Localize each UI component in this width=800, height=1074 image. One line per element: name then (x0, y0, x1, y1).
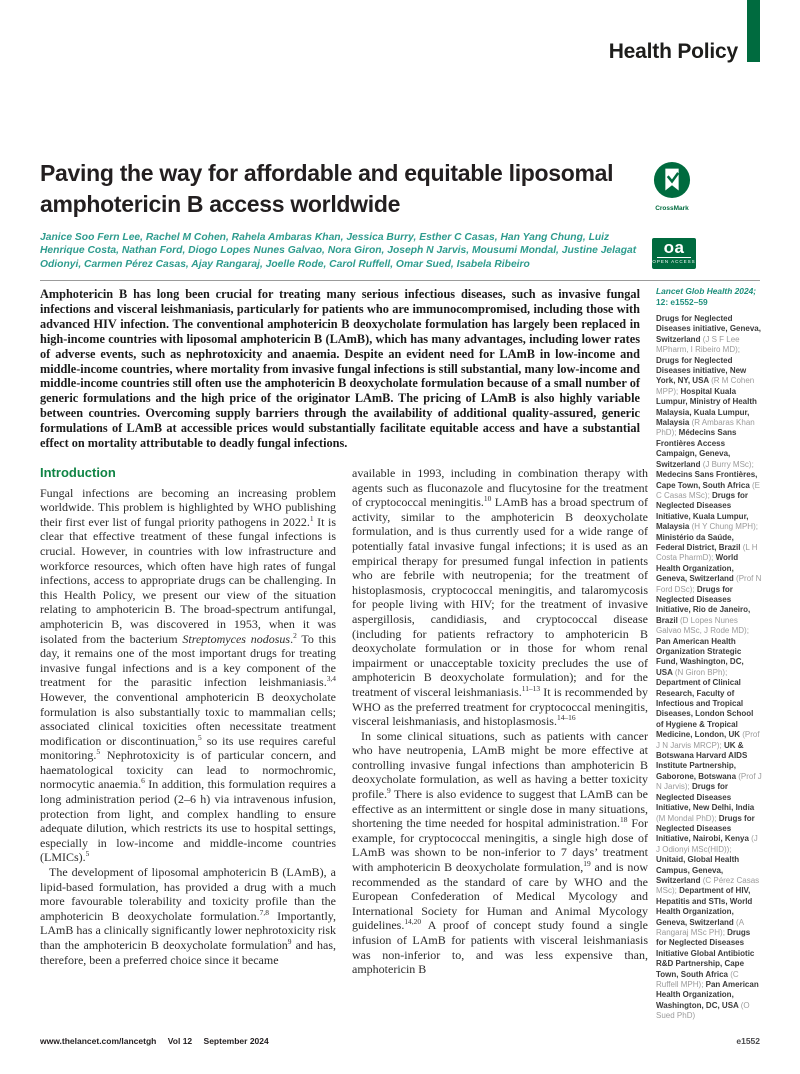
affiliation-institution: Unitaid, Global Health Campus, Geneva, Switzerland (656, 855, 740, 885)
citation-pages: 12: e1552–59 (656, 296, 708, 307)
affiliation-institution: Drugs for Neglected Diseases initiative, New York, NY, USA (656, 355, 747, 386)
crossmark-badge[interactable] (652, 161, 692, 212)
affiliation-people: (J Burry MSc); (702, 459, 754, 469)
affiliation-people: (A Rangaraj MSc PH); (656, 917, 744, 937)
issue-date: September 2024 (203, 1036, 269, 1046)
affiliation-institution: Médecins Sans Frontières Access Campaign, Geneva, Switzerland (656, 428, 737, 469)
affiliation-institution: Ministério da Saúde, Federal District, Brazil (656, 532, 743, 552)
open-access-badge (652, 238, 696, 269)
citation (656, 286, 762, 307)
body-columns (40, 466, 648, 977)
volume-label: Vol 12 (167, 1036, 193, 1046)
affiliation-institution: Department of Clinical Research, Faculty of Infectious and Tropical Diseases, London School of Hygiene & Tropical Medicine, London, UK (656, 678, 754, 740)
affiliation-institution: Pan American Health Organization Strategic Fund, Washington, DC, USA (656, 636, 744, 677)
abstract: Amphotericin B has long been crucial for treating many serious infectious diseases, such as invasive fungal infections and visceral leishmaniasis, particularly for patients who are immunocompromised, including those with advanced HIV infection. The conventional amphotericin B deoxycholate formulation has largely been replaced in high-income countries with liposomal amphotericin B (LAmB), which has many advantages, including lower rates of adverse events, such as nephrotoxicity and anaemia. Despite an evident need for LAmB in low-income and middle-income countries, where mortality from invasive fungal infections is still substantial, many low-income and middle-income countries still often use the amphotericin B deoxycholate formulation because of a small number of generic formulations and the high price of the originator LAmB. The pricing of LAmB is also highly variable between countries. Overcoming supply barriers through the availability of additional quality-assured, generic formulations of LAmB at accessible prices would substantially facilitate equitable access and have a substantial effect on mortality attributable to deadly fungal infections. (40, 287, 640, 451)
affiliation-people: (R M Cohen MPP); (656, 376, 755, 396)
affiliation-people: (M Mondal PhD); (656, 813, 719, 823)
affiliation-institution: Hospital Kuala Lumpur, Ministry of Health Malaysia, Kuala Lumpur, Malaysia (656, 386, 757, 428)
introduction-heading: Introduction (40, 465, 116, 480)
badge-column (648, 161, 696, 269)
body-paragraph: In some clinical situations, such as patients with cancer who have neutropenia, LAmB might be more effective at controlling invasive fungal infections than amphotericin B deoxycholate formulation, as well as having a better toxicity profile.$^9$ There is also evidence to suggest that LAmB can be effective as an intermittent or single dose in many situations, shortening the time needed for hospital administration.$^{18}$ For example, for cryptococcal meningitis, a single high dose of LAmB was shown to be non-inferior to 7 days’ treatment with amphotericin B deoxycholate formulation,$^{19}$ and is now recommended as the standard of care by WHO and the European Confederation of Medical Mycology and International Society for Human and Animal Mycology guidelines.$^{14,20}$ A proof of concept study found a single infusion of LAmB for patients with visceral leishmaniasis was non-inferior to, and was less expensive than, amphotericin B (352, 728, 648, 977)
article-title (40, 158, 660, 220)
affiliation-people: (Prof J N Jarvis); (656, 771, 762, 792)
author-list: Janice Soo Fern Lee, Rachel M Cohen, Rahela Ambaras Khan, Jessica Burry, Esther C Casas, Han Yang Chung, Luiz Henrique Costa, Nathan Ford, Diogo Lopes Nunes Galvao, Nora Giron, Joseph N Jarvis, Mousumi Mondal, Justine Jelagat Odionyi, Carmen Pérez Casas, Ajay Rangaraj, Joelle Rode, Carol Ruffell, Omar Sued, Isabela Ribeiro (40, 232, 637, 270)
crossmark-icon (653, 186, 691, 203)
affiliation-institution: Drugs for Neglected Diseases Initiative, Kuala Lumpur, Malaysia (656, 490, 749, 532)
affiliation-institution: Drugs for Neglected Diseases Initiative, New Delhi, India (656, 782, 755, 813)
open-access-divider (657, 257, 691, 258)
body-paragraph: available in 1993, including in combination therapy with agents such as fluconazole and flucytosine for the treatment of cryptococcal meningitis.$^{10}$ LAmB has a broad spectrum of activity, similar to the amphotericin B deoxycholate formulation, and is thus currently used for a wide range of potentially fatal invasive fungal infections; it is used as an empirical therapy for presumed fungal infection in patients who are febrile with neutropenia; for the treatment of histoplasmosis, cryptococcal meningitis, and talaromycosis for people living with HIV; for the treatment of invasive aspergillosis, candidiasis, and cryptococcal disease (including for patients refractory to amphotericin B deoxycholate formulation or in those for whom renal impairment or unacceptable toxicity precludes the use of amphotericin B deoxycholate formulation); and for the treatment of visceral leishmaniasis.$^{11-13}$ It is recommended by WHO as the preferred treatment for cryptococcal meningitis, visceral leishmaniasis, and histoplasmosis.$^{14-16}$ (352, 466, 648, 729)
affiliation-institution: Department of HIV, Hepatitis and STIs, World Health Organization, Geneva, Switzerland (656, 886, 753, 927)
footer-left (40, 1036, 269, 1046)
article-title-line2: amphotericin B access worldwide (40, 191, 401, 217)
article-title-line1: Paving the way for affordable and equitable liposomal (40, 160, 614, 186)
section-label: Health Policy (608, 40, 738, 63)
citation-journal: Lancet Glob Health 2024; (656, 286, 757, 296)
section-color-bar (747, 0, 760, 62)
header-divider (40, 280, 760, 281)
affiliation-institution: Drugs for Neglected Diseases Initiative Global Antibiotic R&D Partnership, Cape Town, South Africa (656, 927, 755, 979)
open-access-subtext: OPEN ACCESS (652, 259, 696, 264)
affiliation-people: (C Pérez Casas MSc); (656, 875, 760, 896)
affiliations (656, 314, 762, 1022)
affiliation-institution: Pan American Health Organization, Washington, DC, USA (656, 980, 759, 1010)
sidebar (656, 286, 762, 1022)
affiliation-institution: Drugs for Neglected Diseases Initiative, Rio de Janeiro, Brazil (656, 584, 751, 625)
crossmark-label: CrossMark (655, 205, 689, 212)
affiliation-people: (J J Odionyi MSc(HID)); (656, 834, 758, 854)
affiliation-people: (C Ruffell MPH); (656, 969, 739, 989)
affiliation-institution: Medecins Sans Frontières, Cape Town, South Africa (656, 470, 758, 490)
body-column-1 (40, 466, 336, 977)
affiliation-people: (J S F Lee MPharm, I Ribeiro MD); (656, 334, 741, 355)
affiliation-people: (N Giron BPh); (674, 667, 728, 677)
affiliation-people: (D Lopes Nunes Galvao MSc, J Rode MD); (656, 615, 749, 636)
affiliation-people: (E C Casas MSc); (656, 480, 761, 500)
body-column-2 (352, 466, 648, 977)
affiliation-people: (Prof N Ford DSc); (656, 574, 762, 594)
affiliation-people: (Prof J N Jarvis MRCP); (656, 730, 760, 750)
affiliation-institution: Drugs for Neglected Diseases initiative, Geneva, Switzerland (656, 314, 761, 344)
open-access-oa-text: oa (663, 238, 685, 257)
affiliation-institution: Drugs for Neglected Diseases Initiative, Nairobi, Kenya (656, 813, 755, 844)
journal-url[interactable]: www.thelancet.com/lancetgh (40, 1036, 157, 1046)
affiliation-institution: World Health Organization, Geneva, Switzerland (656, 553, 739, 584)
body-paragraph: The development of liposomal amphotericin B (LAmB), a lipid-based formulation, has provided a drug with a much more favourable tolerability and toxicity profile than the amphotericin B deoxycholate formulation.$^{7,8}$ Importantly, LAmB has a clinically significantly lower nephrotoxicity risk than the amphotericin B deoxycholate formulation$^9$ and has, therefore, been a preferred choice since it became (40, 865, 337, 967)
page-number: e1552 (736, 1036, 760, 1046)
affiliation-people: (L H Costa PharmD); (656, 542, 758, 563)
affiliation-institution: UK & Botswana Harvard AIDS Institute Partnership, Gaborone, Botswana (656, 740, 748, 781)
affiliation-people: (O Sued PhD) (656, 1000, 750, 1021)
affiliation-people: (H Y Chung MPH); (691, 522, 758, 532)
affiliation-people: (R Ambaras Khan PhD); (656, 418, 755, 438)
body-paragraph: Fungal infections are becoming an increasing problem worldwide. This problem is highlighted by WHO publishing their first ever list of fungal priority pathogens in 2022.$^1$ It is clear that effective treatment of these fungal infections is crucial. However, in countries with low infrastructure and workforce resources, which often have high rates of fungal infections, access to appropriate drugs can be challenging. In this Health Policy, we present our view of the situation relating to amphotericin B. The broad-spectrum antifungal, amphotericin B, was discovered in 1953, when it was isolated from the bacterium Streptomyces nodosus.$^2$ To this day, it remains one of the most important drugs for treating invasive fungal infections and is a key component of the treatment for the parasitic infection leishmaniasis.$^{3,4}$ However, the conventional amphotericin B deoxycholate formulation is also substantially toxic to mammalian cells; associated clinical toxicities often necessitate treatment modification or discontinuation,$^5$ so its use requires careful monitoring.$^5$ Nephrotoxicity is of particular concern, and haematological toxicity can lead to normochromic, normocytic anaemia.$^6$ In addition, this formulation requires a long administration period (2–6 h) via intravenous infusion, protection from light, and complex handling to ensure adequate dilution, which restricts its use to hospital settings, especially in low-income and middle-income countries (LMICs).$^5$ (40, 485, 336, 865)
